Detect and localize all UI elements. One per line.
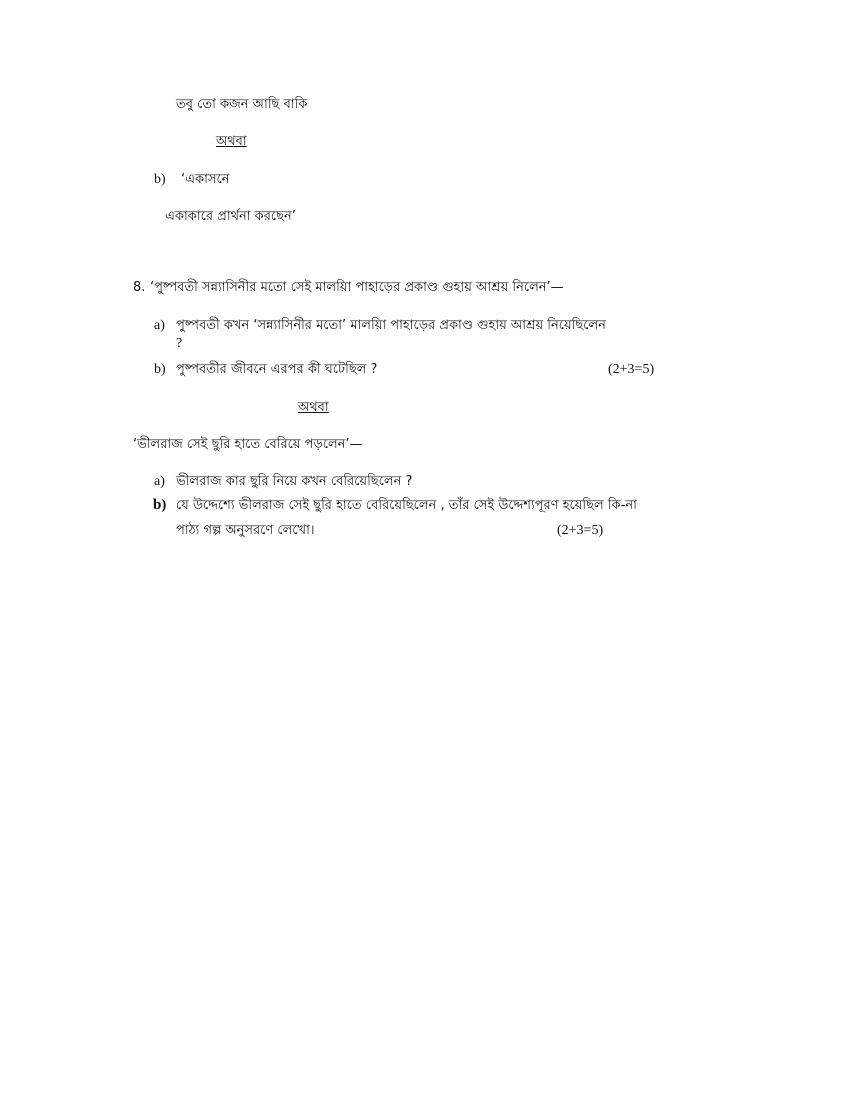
alt-subquestion-b-continuation: পাঠ্য গল্প অনুসরণে লেখো। [176,523,315,538]
subquestion-b-label: b) [154,362,166,377]
option-b-label: b) [154,172,166,187]
subquestion-a-continuation: ? [176,336,183,351]
alt-subquestion-b-text: যে উদ্দেশ্যে ভীলরাজ সেই ছুরি হাতে বেরিয়েছিলেন , তাঁর সেই উদ্দেশ্যপূরণ হয়েছিল কি-না [176,498,637,513]
poem-line: তবু তো কজন আছি বাকি [176,97,308,112]
or-divider: অথবা [298,400,329,415]
marks-label: (2+3=5) [557,523,604,538]
alt-subquestion-a-label: a) [154,474,165,489]
subquestion-b-text: পুষ্পবতীর জীবনে এরপর কী ঘটেছিল ? [176,362,378,377]
alt-subquestion-b-label: b) [153,497,167,513]
question-number: 8. [133,280,146,295]
marks-label: (2+3=5) [608,362,655,377]
option-b-quote: ‘একাসনে [181,172,230,187]
subquestion-a-label: a) [154,318,165,333]
or-divider: অথবা [216,134,247,149]
subquestion-a-text: পুষ্পবতী কখন ‘সন্ন্যাসিনীর মতো’ মালয়িা পাহাড়ের প্রকাণ্ড গুহায় আশ্রয় নিয়েছিলেন [176,318,606,333]
option-b-line2: একাকারে প্রার্থনা করছেন’ [165,209,296,224]
alt-question-quote: ‘ভীলরাজ সেই ছুরি হাতে বেরিয়ে পড়লেন’— [133,437,363,452]
alt-subquestion-a-text: ভীলরাজ কার ছুরি নিয়ে কখন বেরিয়েছিলেন ? [176,474,413,489]
question-quote: ‘পুষ্পবতী সন্ন্যাসিনীর মতো সেই মালয়িা পাহাড়ের প্রকাণ্ড গুহায় আশ্রয় নিলেন’— [150,280,564,295]
